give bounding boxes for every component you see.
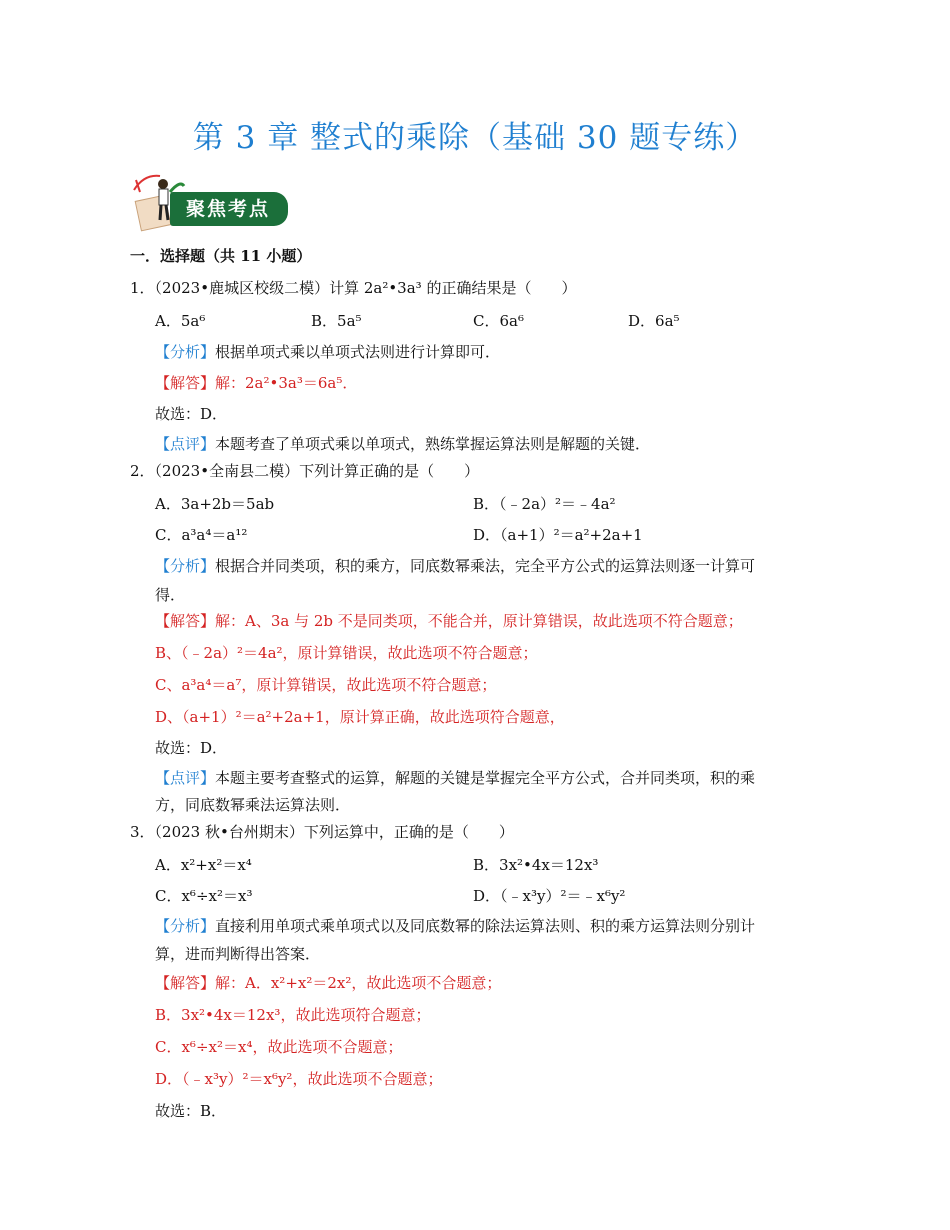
answer-text: 解：A．x²+x²＝2x²，故此选项不合题意；	[215, 974, 502, 992]
answer-tag: 【解答】	[155, 374, 216, 392]
q2-comment-cont: 方，同底数幂乘法运算法则．	[155, 796, 351, 814]
q2-choice: 故选：D．	[155, 739, 228, 757]
analysis-text: 根据单项式乘以单项式法则进行计算即可．	[215, 343, 501, 361]
q1-stem: 1．（2023•鹿城区校级二模）计算 2a²•3a³ 的正确结果是（ ）	[130, 279, 577, 297]
answer-tag: 【解答】	[155, 974, 216, 992]
comment-text: 本题考查了单项式乘以单项式，熟练掌握运算法则是解题的关键．	[215, 435, 651, 453]
q1-choice: 故选：D．	[155, 405, 228, 423]
page-title: 第 3 章 整式的乘除（基础 30 题专练）	[192, 120, 758, 156]
comment-text: 本题主要考查整式的运算，解题的关键是掌握完全平方公式，合并同类项，积的乘	[215, 769, 756, 787]
q2-analysis-cont: 得．	[155, 586, 186, 604]
analysis-tag: 【分析】	[155, 917, 216, 935]
q2-answer	[155, 611, 743, 631]
q1-option-b: B．5a⁵	[311, 312, 362, 330]
q2-stem: 2．（2023•全南县二模）下列计算正确的是（ ）	[130, 462, 480, 480]
q3-option-a: A．x²+x²＝x⁴	[155, 856, 252, 874]
q2-answer-d: D、（a+1）²＝a²+2a+1，原计算正确，故此选项符合题意，	[155, 708, 565, 726]
q2-answer-b: B、（﹣2a）²＝4a²，原计算错误，故此选项不符合题意；	[155, 644, 538, 662]
q3-answer-d: D．（﹣x³y）²＝x⁶y²，故此选项不合题意；	[155, 1070, 443, 1088]
q3-option-c: C．x⁶÷x²＝x³	[155, 887, 253, 905]
analysis-text: 直接利用单项式乘单项式以及同底数幂的除法运算法则、积的乘方运算法则分别计	[215, 917, 756, 935]
q2-comment	[155, 768, 755, 788]
q3-answer	[155, 973, 501, 993]
q2-option-b: B．（﹣2a）²＝﹣4a²	[473, 495, 616, 513]
q3-stem: 3．（2023 秋•台州期末）下列运算中，正确的是（ ）	[130, 823, 514, 841]
q3-answer-c: C．x⁶÷x²＝x⁴，故此选项不合题意；	[155, 1038, 403, 1056]
q1-comment	[155, 434, 650, 454]
analysis-text: 根据合并同类项，积的乘方，同底数幂乘法，完全平方公式的运算法则逐一计算可	[215, 557, 756, 575]
q2-option-c: C．a³a⁴＝a¹²	[155, 526, 248, 544]
q1-option-a: A．5a⁶	[155, 312, 206, 330]
answer-text: 解：A、3a 与 2b 不是同类项，不能合并，原计算错误，故此选项不符合题意；	[215, 612, 743, 630]
q2-answer-c: C、a³a⁴＝a⁷，原计算错误，故此选项不符合题意；	[155, 676, 497, 694]
q3-analysis-cont: 算，进而判断得出答案．	[155, 945, 321, 963]
q3-choice: 故选：B．	[155, 1102, 227, 1120]
analysis-tag: 【分析】	[155, 343, 216, 361]
q1-analysis	[155, 342, 500, 362]
section-heading: 一．选择题（共 11 小题）	[130, 247, 312, 265]
q2-option-a: A．3a+2b＝5ab	[155, 495, 275, 513]
q2-analysis	[155, 556, 755, 576]
focus-badge	[130, 170, 290, 232]
answer-tag: 【解答】	[155, 612, 216, 630]
comment-tag: 【点评】	[155, 769, 216, 787]
q3-option-b: B．3x²•4x＝12x³	[473, 856, 599, 874]
q1-option-d: D．6a⁵	[628, 312, 680, 330]
answer-text: 解：2a²•3a³＝6a⁵．	[215, 374, 358, 392]
q3-option-d: D．（﹣x³y）²＝﹣x⁶y²	[473, 887, 626, 905]
q2-option-d: D．（a+1）²＝a²+2a+1	[473, 526, 643, 544]
analysis-tag: 【分析】	[155, 557, 216, 575]
q3-answer-b: B．3x²•4x＝12x³，故此选项符合题意；	[155, 1006, 431, 1024]
focus-badge-label: 聚焦考点	[170, 192, 288, 226]
q3-analysis	[155, 916, 755, 936]
q1-option-c: C．6a⁶	[473, 312, 524, 330]
comment-tag: 【点评】	[155, 435, 216, 453]
q1-answer	[155, 373, 357, 393]
